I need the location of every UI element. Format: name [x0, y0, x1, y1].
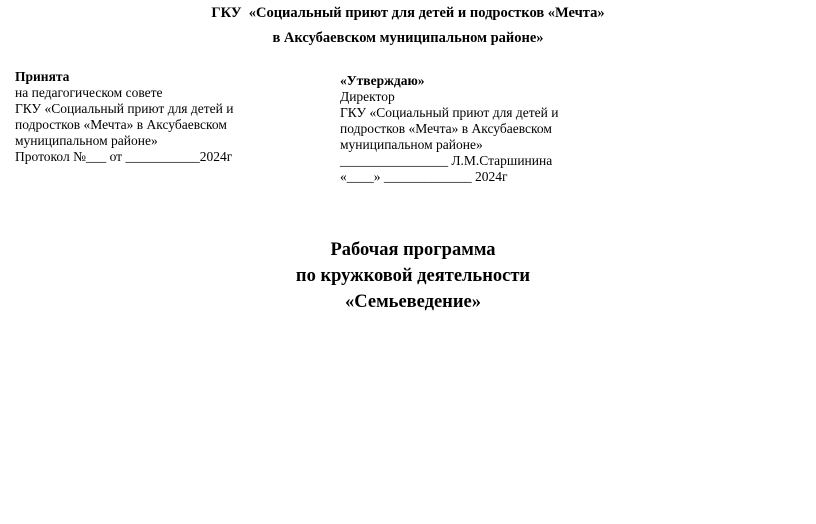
program-title: [0, 237, 816, 315]
header-district: в Аксубаевском муниципальном районе»: [272, 30, 544, 46]
accepted-org-line1: ГКУ «Социальный приют для детей и: [15, 101, 234, 116]
accepted-title: Принята: [15, 69, 70, 84]
header-org-name: ГКУ «Социальный приют для детей и подростков «Мечта»: [211, 5, 605, 21]
program-title-line1: Рабочая программа: [330, 240, 496, 260]
approved-title: «Утверждаю»: [340, 73, 425, 88]
accepted-block: [15, 69, 233, 165]
accepted-org-line3: муниципальном районе»: [15, 133, 158, 148]
accepted-org-line2: подростков «Мечта» в Аксубаевском: [15, 117, 227, 132]
accepted-council: на педагогическом совете: [15, 85, 163, 100]
program-title-line3: «Семьеведение»: [345, 292, 481, 312]
approved-org-line1: ГКУ «Социальный приют для детей и: [340, 105, 559, 120]
program-title-line2: по кружковой деятельности: [295, 266, 531, 286]
approved-signature: ________________ Л.М.Старшинина: [340, 153, 553, 168]
approved-position: Директор: [340, 89, 395, 104]
accepted-protocol: Протокол №___ от ___________2024г: [15, 149, 233, 164]
approved-org-line3: муниципальном районе»: [340, 137, 483, 152]
approved-date: «____» _____________ 2024г: [340, 169, 508, 184]
approved-block: [340, 73, 558, 185]
approved-org-line2: подростков «Мечта» в Аксубаевском: [340, 121, 552, 136]
